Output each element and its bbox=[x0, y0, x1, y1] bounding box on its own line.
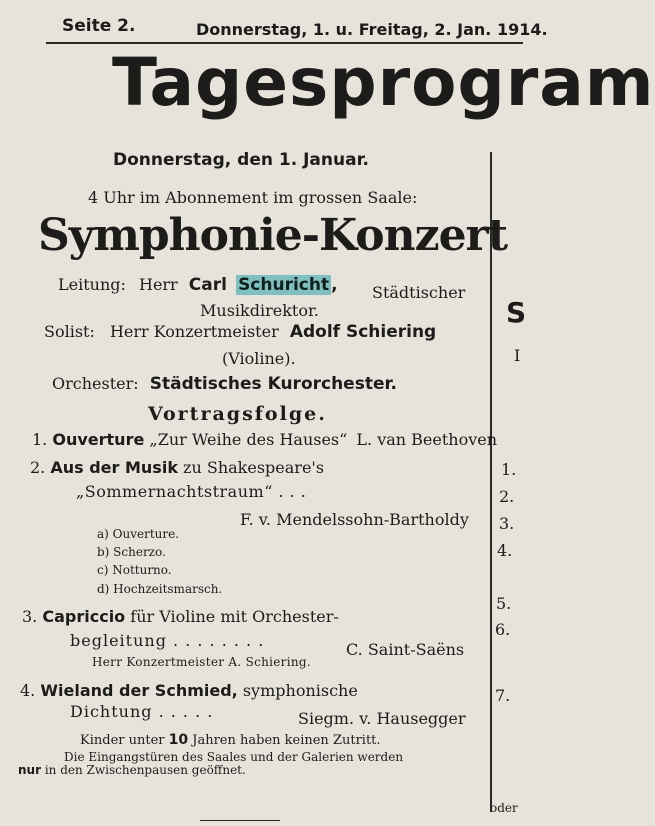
item-4-line2: Dichtung . . . . . bbox=[70, 702, 214, 721]
program-item-3 bbox=[22, 607, 339, 626]
orchestra-name: Städtisches Kurorchester. bbox=[149, 374, 397, 394]
doors-notice-2 bbox=[18, 763, 246, 777]
item-2-composer: F. v. Mendelssohn-Bartholdy bbox=[240, 510, 469, 529]
conductor-title-2: Musikdirektor. bbox=[200, 301, 319, 320]
soloist-instrument: (Violine). bbox=[222, 349, 296, 368]
day-heading: Donnerstag, den 1. Januar. bbox=[113, 150, 369, 170]
right-col-i: I bbox=[514, 346, 521, 365]
conductor-comma: , bbox=[331, 275, 338, 295]
page-number: Seite 2. bbox=[62, 16, 136, 36]
item-3-title: Capriccio bbox=[42, 607, 126, 626]
item-4-composer: Siegm. v. Hausegger bbox=[298, 709, 466, 728]
right-col-num-3: 3. bbox=[499, 514, 515, 533]
page-title: Tagesprogram bbox=[112, 44, 655, 121]
kids-notice bbox=[80, 732, 381, 748]
item-2-part-b: b) Scherzo. bbox=[97, 545, 166, 559]
item-1-title: Ouverture bbox=[52, 430, 145, 449]
time-line: 4 Uhr im Abonnement im grossen Saale: bbox=[88, 188, 418, 207]
right-col-num-6: 6. bbox=[495, 620, 511, 639]
item-1-number: 1. bbox=[32, 430, 48, 449]
program-item-1 bbox=[32, 430, 497, 449]
soloist-name: Adolf Schiering bbox=[289, 322, 437, 342]
solist-label: Solist: bbox=[44, 322, 95, 341]
item-3-composer: C. Saint-Saëns bbox=[346, 640, 465, 659]
kids-pre: Kinder unter bbox=[80, 733, 165, 748]
item-2-part-c: c) Notturno. bbox=[97, 563, 172, 577]
doors-rest: in den Zwischenpausen geöffnet. bbox=[44, 763, 246, 777]
conductor-first-name: Carl bbox=[188, 275, 227, 295]
doors-bold: nur bbox=[18, 763, 42, 777]
conductor-title-1: Städtischer bbox=[372, 283, 466, 302]
item-2-work: zu Shakespeare's bbox=[183, 458, 325, 477]
right-col-num-2: 2. bbox=[499, 487, 515, 506]
item-4-title: Wieland der Schmied, bbox=[40, 681, 238, 700]
orchester-label: Orchester: bbox=[52, 374, 139, 393]
item-3-work: für Violine mit Orchester- bbox=[130, 607, 339, 626]
item-2-part-d: d) Hochzeitsmarsch. bbox=[97, 582, 223, 596]
solist-line bbox=[44, 322, 436, 342]
item-2-number: 2. bbox=[30, 458, 46, 477]
program-heading: Vortragsfolge. bbox=[148, 403, 327, 425]
doors-notice-1: Die Eingangstüren des Saales und der Galerien werden bbox=[64, 750, 404, 764]
item-2-part-a: a) Ouverture. bbox=[97, 527, 180, 541]
right-col-num-1: 1. bbox=[501, 460, 517, 479]
conductor-surname: Schuricht bbox=[238, 275, 330, 295]
program-item-4 bbox=[20, 681, 358, 700]
item-3-number: 3. bbox=[22, 607, 38, 626]
bottom-rule bbox=[200, 820, 280, 821]
item-1-work: „Zur Weihe des Hauses“ bbox=[149, 430, 348, 449]
solist-prefix: Herr Konzertmeister bbox=[109, 322, 279, 341]
right-col-num-7: 7. bbox=[495, 686, 511, 705]
item-2-line2: „Sommernachtstraum“ . . . bbox=[76, 482, 307, 501]
orchester-line bbox=[52, 374, 397, 394]
kids-age: 10 bbox=[168, 732, 189, 748]
right-col-bottom: oder bbox=[490, 801, 518, 815]
program-item-2 bbox=[30, 458, 324, 477]
leitung-prefix: Herr bbox=[138, 275, 178, 294]
leitung-label: Leitung: bbox=[58, 275, 126, 294]
item-4-work: symphonische bbox=[242, 681, 358, 700]
right-col-num-4: 4. bbox=[497, 541, 513, 560]
item-3-performer: Herr Konzertmeister A. Schiering. bbox=[92, 655, 311, 669]
right-col-num-5: 5. bbox=[496, 594, 512, 613]
header-date: Donnerstag, 1. u. Freitag, 2. Jan. 1914. bbox=[196, 20, 548, 39]
item-1-composer: L. van Beethoven bbox=[356, 430, 498, 449]
item-4-number: 4. bbox=[20, 681, 36, 700]
item-2-title: Aus der Musik bbox=[50, 458, 178, 477]
kids-post: Jahren haben keinen Zutritt. bbox=[192, 733, 381, 748]
right-col-s: S bbox=[506, 296, 527, 329]
leitung-line bbox=[58, 275, 338, 295]
item-3-line2: begleitung . . . . . . . . bbox=[70, 631, 265, 650]
concert-title: Symphonie-Konzert bbox=[38, 210, 508, 261]
